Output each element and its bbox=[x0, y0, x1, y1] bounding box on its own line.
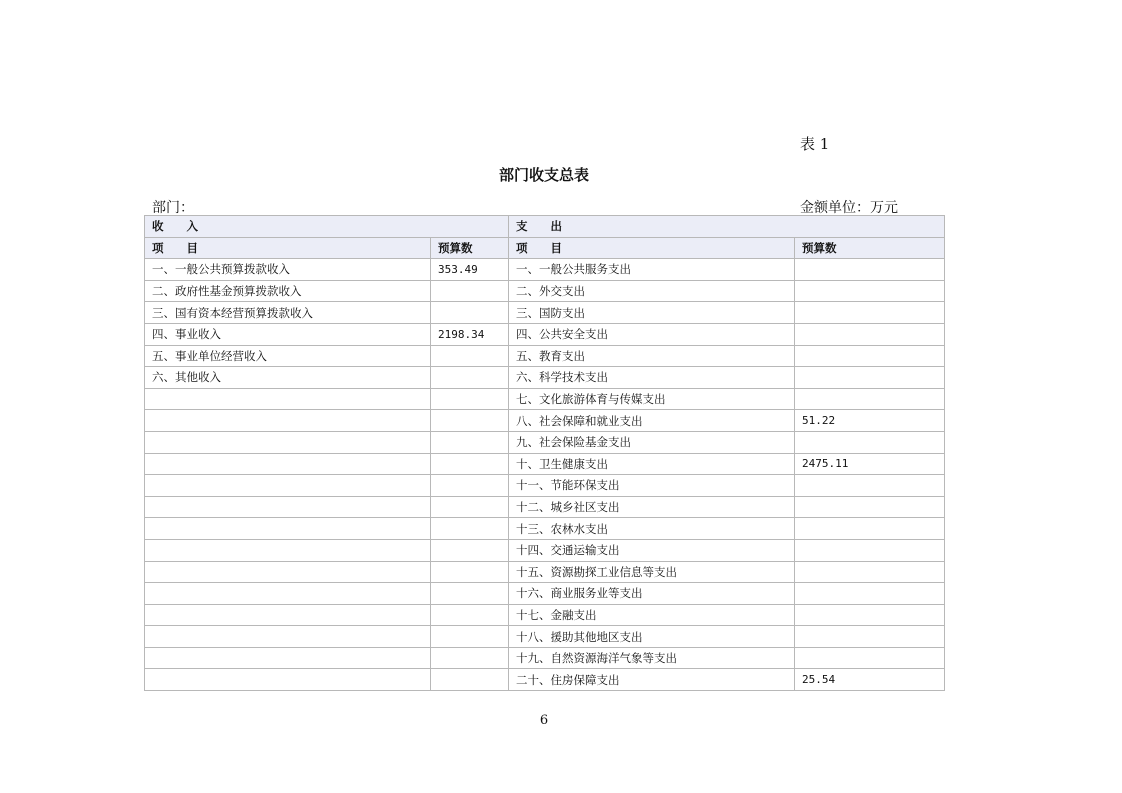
table-row bbox=[145, 669, 945, 691]
table-row bbox=[145, 604, 945, 626]
expense-item-cell: 十七、金融支出 bbox=[509, 604, 795, 626]
table-number: 表 1 bbox=[800, 135, 830, 153]
income-amount-cell bbox=[431, 647, 509, 669]
income-item-cell bbox=[145, 561, 431, 583]
page-number: 6 bbox=[539, 713, 549, 728]
expense-amount-cell bbox=[795, 561, 945, 583]
table-row bbox=[145, 410, 945, 432]
expense-item-cell: 七、文化旅游体育与传媒支出 bbox=[509, 388, 795, 410]
income-item-cell bbox=[145, 647, 431, 669]
income-section-header: 收 入 bbox=[145, 216, 509, 238]
expense-item-cell: 四、公共安全支出 bbox=[509, 323, 795, 345]
expense-amount-cell bbox=[795, 518, 945, 540]
expense-item-cell: 二十、住房保障支出 bbox=[509, 669, 795, 691]
department-label: 部门： bbox=[152, 200, 194, 216]
table-row bbox=[145, 475, 945, 497]
income-amount-cell bbox=[431, 475, 509, 497]
expense-amount-cell bbox=[795, 345, 945, 367]
table-row bbox=[145, 259, 945, 281]
expense-amount-cell: 2475.11 bbox=[795, 453, 945, 475]
income-amount-cell bbox=[431, 496, 509, 518]
income-amount-cell bbox=[431, 302, 509, 324]
expense-item-cell: 九、社会保险基金支出 bbox=[509, 431, 795, 453]
amount-unit-label: 金额单位：万元 bbox=[800, 200, 898, 216]
expense-amount-cell bbox=[795, 280, 945, 302]
income-amount-cell bbox=[431, 367, 509, 389]
income-item-cell bbox=[145, 669, 431, 691]
income-amount-cell bbox=[431, 669, 509, 691]
table-row bbox=[145, 453, 945, 475]
income-item-cell: 二、政府性基金预算拨款收入 bbox=[145, 280, 431, 302]
income-amount-cell: 353.49 bbox=[431, 259, 509, 281]
income-item-cell bbox=[145, 475, 431, 497]
income-item-column-header: 项 目 bbox=[145, 237, 431, 259]
expense-amount-cell bbox=[795, 475, 945, 497]
expense-item-column-header: 项 目 bbox=[509, 237, 795, 259]
income-budget-column-header: 预算数 bbox=[431, 237, 509, 259]
table-row bbox=[145, 583, 945, 605]
table-row bbox=[145, 561, 945, 583]
expense-amount-cell bbox=[795, 431, 945, 453]
income-item-cell bbox=[145, 410, 431, 432]
income-amount-cell bbox=[431, 561, 509, 583]
table-row bbox=[145, 302, 945, 324]
table-row bbox=[145, 431, 945, 453]
table-body bbox=[145, 216, 945, 691]
page-title: 部门收支总表 bbox=[498, 166, 589, 184]
table-row bbox=[145, 626, 945, 648]
income-item-cell bbox=[145, 388, 431, 410]
table-row bbox=[145, 647, 945, 669]
income-amount-cell bbox=[431, 345, 509, 367]
table-row bbox=[145, 539, 945, 561]
income-amount-cell: 2198.34 bbox=[431, 323, 509, 345]
expense-item-cell: 十三、农林水支出 bbox=[509, 518, 795, 540]
income-item-cell bbox=[145, 604, 431, 626]
expense-item-cell: 三、国防支出 bbox=[509, 302, 795, 324]
expense-amount-cell: 25.54 bbox=[795, 669, 945, 691]
expense-budget-column-header: 预算数 bbox=[795, 237, 945, 259]
income-amount-cell bbox=[431, 539, 509, 561]
expense-amount-cell bbox=[795, 626, 945, 648]
income-item-cell bbox=[145, 539, 431, 561]
expense-item-cell: 五、教育支出 bbox=[509, 345, 795, 367]
income-item-cell: 六、其他收入 bbox=[145, 367, 431, 389]
table-row bbox=[145, 518, 945, 540]
section-header-row bbox=[145, 216, 945, 238]
income-amount-cell bbox=[431, 388, 509, 410]
expense-item-cell: 一、一般公共服务支出 bbox=[509, 259, 795, 281]
income-item-cell bbox=[145, 431, 431, 453]
income-item-cell bbox=[145, 518, 431, 540]
expense-amount-cell bbox=[795, 367, 945, 389]
table-row bbox=[145, 388, 945, 410]
income-item-cell bbox=[145, 496, 431, 518]
table-row bbox=[145, 345, 945, 367]
expense-section-header: 支 出 bbox=[509, 216, 945, 238]
table-row bbox=[145, 496, 945, 518]
income-amount-cell bbox=[431, 626, 509, 648]
income-item-cell: 四、事业收入 bbox=[145, 323, 431, 345]
expense-item-cell: 六、科学技术支出 bbox=[509, 367, 795, 389]
expense-item-cell: 十四、交通运输支出 bbox=[509, 539, 795, 561]
income-amount-cell bbox=[431, 431, 509, 453]
expense-amount-cell bbox=[795, 323, 945, 345]
income-item-cell bbox=[145, 453, 431, 475]
expense-item-cell: 十二、城乡社区支出 bbox=[509, 496, 795, 518]
table-row bbox=[145, 323, 945, 345]
expense-amount-cell bbox=[795, 259, 945, 281]
income-amount-cell bbox=[431, 604, 509, 626]
income-amount-cell bbox=[431, 410, 509, 432]
expense-item-cell: 十五、资源勘探工业信息等支出 bbox=[509, 561, 795, 583]
income-amount-cell bbox=[431, 453, 509, 475]
income-item-cell: 三、国有资本经营预算拨款收入 bbox=[145, 302, 431, 324]
income-item-cell: 五、事业单位经营收入 bbox=[145, 345, 431, 367]
income-item-cell bbox=[145, 583, 431, 605]
income-amount-cell bbox=[431, 280, 509, 302]
table-row bbox=[145, 367, 945, 389]
income-amount-cell bbox=[431, 583, 509, 605]
expense-amount-cell bbox=[795, 388, 945, 410]
expense-amount-cell bbox=[795, 496, 945, 518]
column-header-row bbox=[145, 237, 945, 259]
expense-item-cell: 十六、商业服务业等支出 bbox=[509, 583, 795, 605]
expense-amount-cell bbox=[795, 539, 945, 561]
expense-item-cell: 十、卫生健康支出 bbox=[509, 453, 795, 475]
expense-amount-cell bbox=[795, 604, 945, 626]
income-item-cell: 一、一般公共预算拨款收入 bbox=[145, 259, 431, 281]
expense-item-cell: 十八、援助其他地区支出 bbox=[509, 626, 795, 648]
expense-item-cell: 十一、节能环保支出 bbox=[509, 475, 795, 497]
budget-summary-table bbox=[144, 215, 945, 691]
expense-item-cell: 八、社会保障和就业支出 bbox=[509, 410, 795, 432]
expense-amount-cell bbox=[795, 302, 945, 324]
income-amount-cell bbox=[431, 518, 509, 540]
expense-amount-cell bbox=[795, 583, 945, 605]
income-item-cell bbox=[145, 626, 431, 648]
table-row bbox=[145, 280, 945, 302]
expense-item-cell: 二、外交支出 bbox=[509, 280, 795, 302]
expense-amount-cell: 51.22 bbox=[795, 410, 945, 432]
expense-item-cell: 十九、自然资源海洋气象等支出 bbox=[509, 647, 795, 669]
expense-amount-cell bbox=[795, 647, 945, 669]
